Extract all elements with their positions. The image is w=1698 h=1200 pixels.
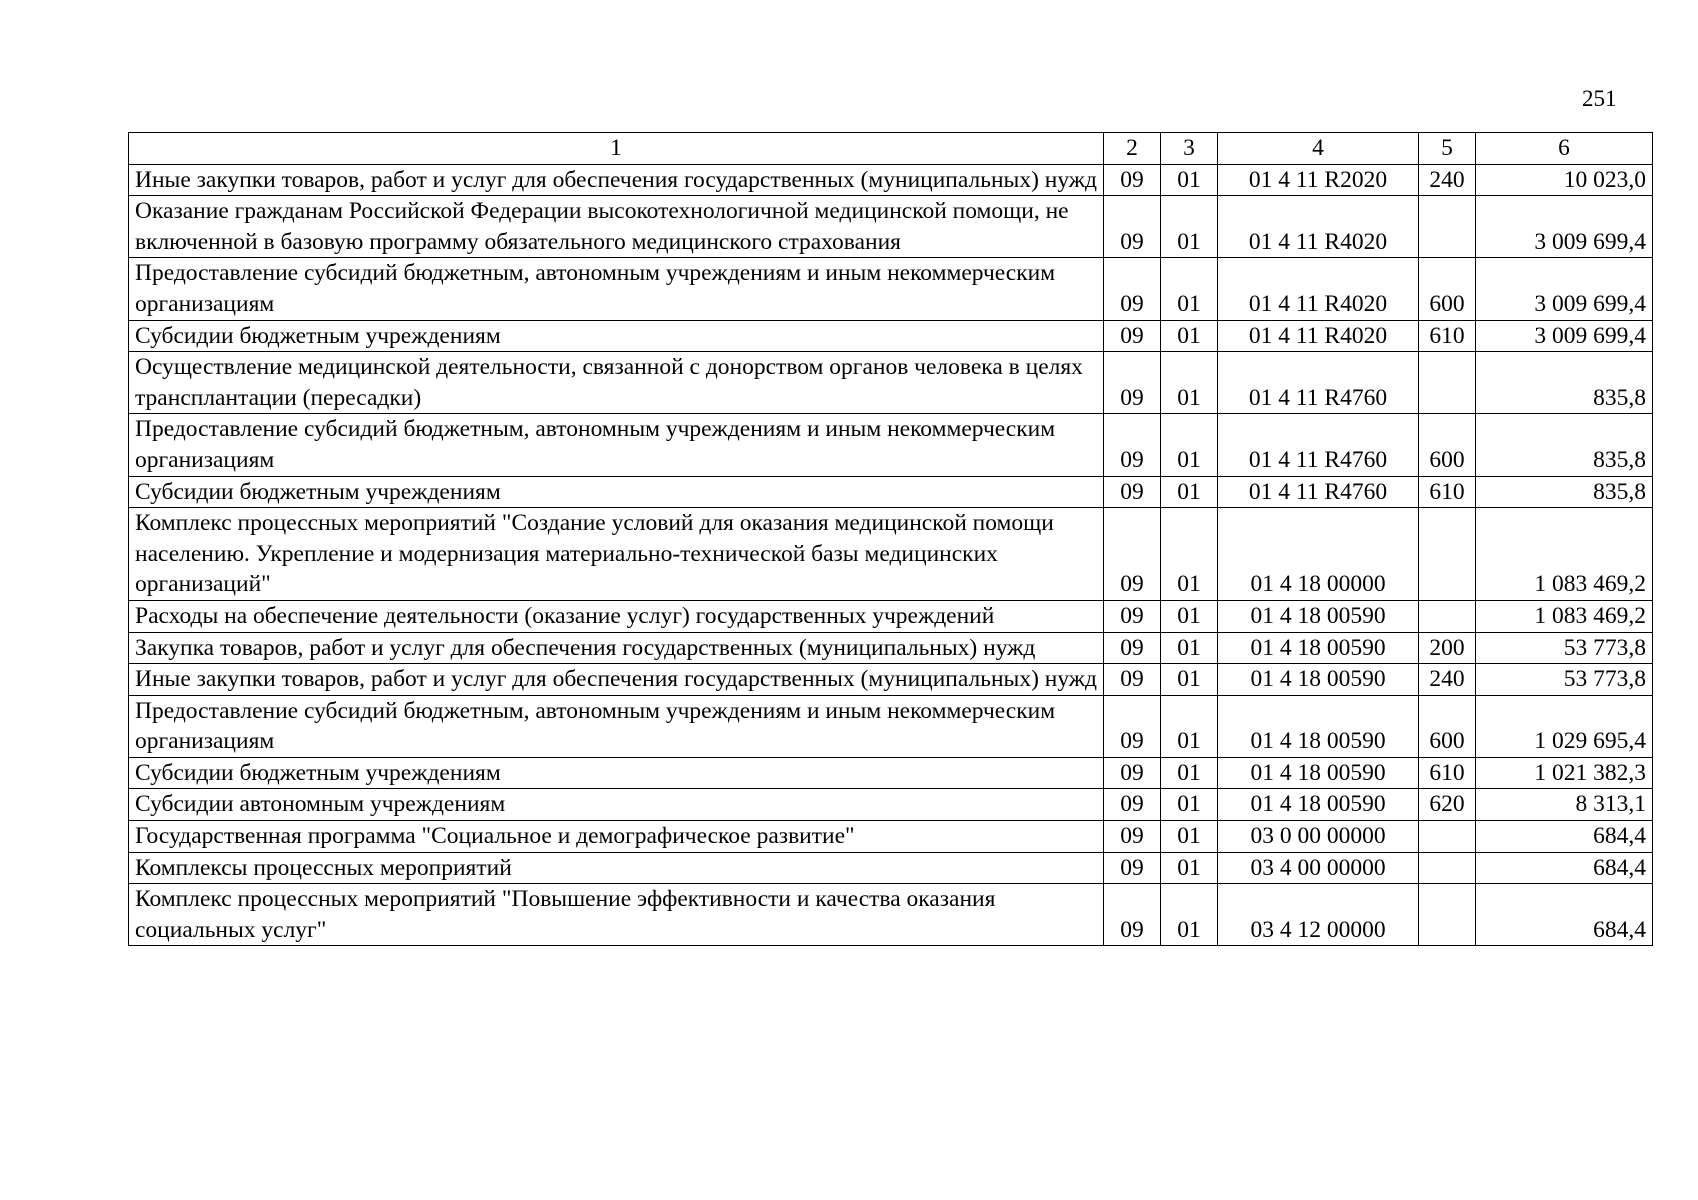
row-name: Предоставление субсидий бюджетным, автономным учреждениям и иным некоммерческим организациям	[129, 414, 1104, 476]
row-name: Субсидии бюджетным учреждениям	[129, 476, 1104, 508]
row-amount: 835,8	[1476, 352, 1653, 414]
header-cell: 4	[1218, 133, 1419, 165]
row-expense-type: 620	[1419, 789, 1476, 821]
table-row	[129, 508, 1653, 601]
row-target-code: 03 0 00 00000	[1218, 821, 1419, 853]
row-section: 09	[1104, 757, 1161, 789]
row-name: Комплексы процессных мероприятий	[129, 852, 1104, 884]
row-expense-type	[1419, 196, 1476, 258]
header-cell: 2	[1104, 133, 1161, 165]
header-row	[129, 133, 1653, 165]
row-expense-type	[1419, 852, 1476, 884]
row-name: Комплекс процессных мероприятий "Повышение эффективности и качества оказания социальных услуг"	[129, 884, 1104, 946]
table-row	[129, 757, 1653, 789]
table-row	[129, 258, 1653, 320]
row-section: 09	[1104, 664, 1161, 696]
row-amount: 1 083 469,2	[1476, 508, 1653, 601]
row-amount: 53 773,8	[1476, 632, 1653, 664]
table-row	[129, 852, 1653, 884]
row-name: Осуществление медицинской деятельности, связанной с донорством органов человека в целях трансплантации (пересадки)	[129, 352, 1104, 414]
table-row	[129, 476, 1653, 508]
row-subsection: 01	[1161, 821, 1218, 853]
row-subsection: 01	[1161, 757, 1218, 789]
table-row	[129, 164, 1653, 196]
table-row	[129, 414, 1653, 476]
row-subsection: 01	[1161, 508, 1218, 601]
row-target-code: 01 4 18 00000	[1218, 508, 1419, 601]
row-target-code: 01 4 18 00590	[1218, 632, 1419, 664]
row-expense-type	[1419, 600, 1476, 632]
row-section: 09	[1104, 789, 1161, 821]
row-section: 09	[1104, 508, 1161, 601]
row-name: Закупка товаров, работ и услуг для обеспечения государственных (муниципальных) нужд	[129, 632, 1104, 664]
row-name: Предоставление субсидий бюджетным, автономным учреждениям и иным некоммерческим организациям	[129, 695, 1104, 757]
row-section: 09	[1104, 196, 1161, 258]
row-name: Комплекс процессных мероприятий "Создание условий для оказания медицинской помощи населению. Укрепление и модернизация материально-технической базы медицинских организаций"	[129, 508, 1104, 601]
header-cell: 3	[1161, 133, 1218, 165]
row-name: Оказание гражданам Российской Федерации высокотехнологичной медицинской помощи, не включенной в базовую программу обязательного медицинского страхования	[129, 196, 1104, 258]
row-expense-type	[1419, 884, 1476, 946]
row-section: 09	[1104, 600, 1161, 632]
row-section: 09	[1104, 821, 1161, 853]
row-amount: 684,4	[1476, 852, 1653, 884]
table-row	[129, 632, 1653, 664]
row-expense-type	[1419, 352, 1476, 414]
row-expense-type: 600	[1419, 414, 1476, 476]
row-target-code: 03 4 12 00000	[1218, 884, 1419, 946]
row-amount: 1 021 382,3	[1476, 757, 1653, 789]
row-expense-type: 610	[1419, 757, 1476, 789]
row-subsection: 01	[1161, 884, 1218, 946]
row-section: 09	[1104, 695, 1161, 757]
row-amount: 3 009 699,4	[1476, 320, 1653, 352]
row-target-code: 03 4 00 00000	[1218, 852, 1419, 884]
row-target-code: 01 4 11 R4760	[1218, 352, 1419, 414]
row-amount: 10 023,0	[1476, 164, 1653, 196]
row-subsection: 01	[1161, 164, 1218, 196]
row-target-code: 01 4 18 00590	[1218, 664, 1419, 696]
row-target-code: 01 4 18 00590	[1218, 600, 1419, 632]
row-amount: 684,4	[1476, 884, 1653, 946]
row-amount: 3 009 699,4	[1476, 196, 1653, 258]
row-expense-type: 600	[1419, 695, 1476, 757]
table-row	[129, 821, 1653, 853]
row-expense-type: 200	[1419, 632, 1476, 664]
row-subsection: 01	[1161, 664, 1218, 696]
table-row	[129, 352, 1653, 414]
row-amount: 1 083 469,2	[1476, 600, 1653, 632]
header-cell: 6	[1476, 133, 1653, 165]
row-expense-type	[1419, 821, 1476, 853]
row-section: 09	[1104, 258, 1161, 320]
row-target-code: 01 4 18 00590	[1218, 757, 1419, 789]
row-subsection: 01	[1161, 476, 1218, 508]
row-section: 09	[1104, 884, 1161, 946]
row-name: Иные закупки товаров, работ и услуг для обеспечения государственных (муниципальных) нужд	[129, 664, 1104, 696]
row-subsection: 01	[1161, 632, 1218, 664]
row-target-code: 01 4 11 R4760	[1218, 476, 1419, 508]
page-number: 251	[1582, 86, 1617, 111]
table-row	[129, 600, 1653, 632]
row-subsection: 01	[1161, 414, 1218, 476]
table-row	[129, 884, 1653, 946]
row-subsection: 01	[1161, 789, 1218, 821]
row-amount: 684,4	[1476, 821, 1653, 853]
table-row	[129, 789, 1653, 821]
row-expense-type: 240	[1419, 164, 1476, 196]
row-target-code: 01 4 11 R4020	[1218, 320, 1419, 352]
row-name: Субсидии бюджетным учреждениям	[129, 757, 1104, 789]
row-subsection: 01	[1161, 196, 1218, 258]
row-expense-type: 610	[1419, 320, 1476, 352]
row-section: 09	[1104, 320, 1161, 352]
row-target-code: 01 4 11 R2020	[1218, 164, 1419, 196]
row-name: Иные закупки товаров, работ и услуг для обеспечения государственных (муниципальных) нужд	[129, 164, 1104, 196]
row-expense-type	[1419, 508, 1476, 601]
row-target-code: 01 4 11 R4020	[1218, 196, 1419, 258]
row-name: Субсидии автономным учреждениям	[129, 789, 1104, 821]
row-section: 09	[1104, 352, 1161, 414]
row-subsection: 01	[1161, 258, 1218, 320]
row-section: 09	[1104, 632, 1161, 664]
row-amount: 53 773,8	[1476, 664, 1653, 696]
row-section: 09	[1104, 164, 1161, 196]
row-subsection: 01	[1161, 320, 1218, 352]
row-expense-type: 600	[1419, 258, 1476, 320]
table-row	[129, 695, 1653, 757]
row-target-code: 01 4 11 R4760	[1218, 414, 1419, 476]
header-cell: 1	[129, 133, 1104, 165]
budget-table	[128, 132, 1653, 946]
row-target-code: 01 4 18 00590	[1218, 789, 1419, 821]
table-row	[129, 320, 1653, 352]
row-subsection: 01	[1161, 852, 1218, 884]
header-cell: 5	[1419, 133, 1476, 165]
row-section: 09	[1104, 414, 1161, 476]
row-amount: 835,8	[1476, 414, 1653, 476]
row-target-code: 01 4 11 R4020	[1218, 258, 1419, 320]
row-amount: 8 313,1	[1476, 789, 1653, 821]
row-name: Субсидии бюджетным учреждениям	[129, 320, 1104, 352]
row-name: Государственная программа "Социальное и демографическое развитие"	[129, 821, 1104, 853]
row-target-code: 01 4 18 00590	[1218, 695, 1419, 757]
row-amount: 835,8	[1476, 476, 1653, 508]
row-name: Предоставление субсидий бюджетным, автономным учреждениям и иным некоммерческим организациям	[129, 258, 1104, 320]
row-expense-type: 240	[1419, 664, 1476, 696]
row-name: Расходы на обеспечение деятельности (оказание услуг) государственных учреждений	[129, 600, 1104, 632]
row-amount: 1 029 695,4	[1476, 695, 1653, 757]
table-row	[129, 196, 1653, 258]
row-subsection: 01	[1161, 695, 1218, 757]
table-row	[129, 664, 1653, 696]
row-section: 09	[1104, 476, 1161, 508]
row-section: 09	[1104, 852, 1161, 884]
row-subsection: 01	[1161, 600, 1218, 632]
row-amount: 3 009 699,4	[1476, 258, 1653, 320]
row-expense-type: 610	[1419, 476, 1476, 508]
row-subsection: 01	[1161, 352, 1218, 414]
